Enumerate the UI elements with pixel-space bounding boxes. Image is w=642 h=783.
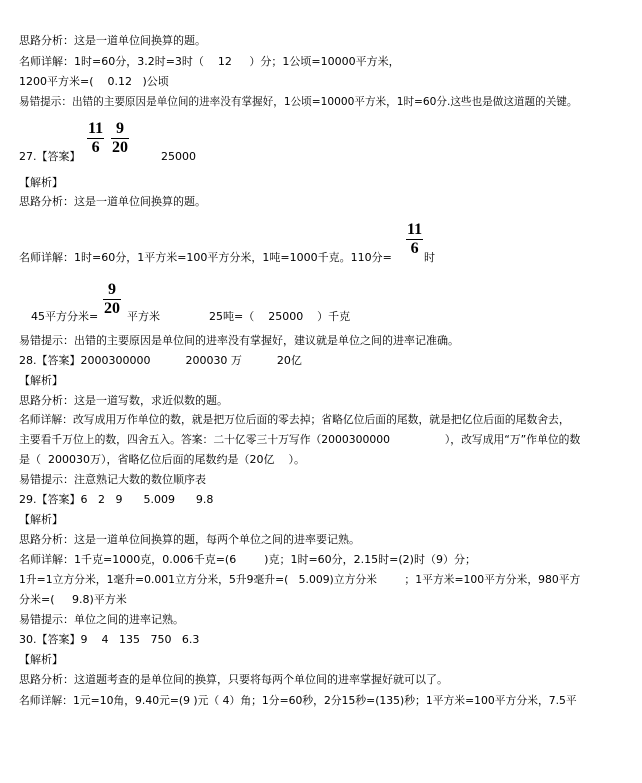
explanation-fraction: $\frac{11}{6}$ — [407, 221, 423, 257]
analysis-header: 【解析】 — [19, 653, 63, 666]
answer-28: 28.【答案】2000300000 200030 万 20亿 — [19, 354, 302, 367]
explanation-unit: 时 — [424, 251, 435, 264]
tip-line: 易错提示：注意熟记大数的数位顺序表 — [19, 473, 206, 486]
explanation-line: 分米=( 9.8)平方米 — [19, 593, 127, 606]
explanation-line: 是（ 200030万），省略亿位后面的尾数约是（20亿 ）。 — [19, 453, 305, 466]
answer-27-fraction-2: $\frac{9}{20}$ — [112, 120, 128, 156]
tip-line: 易错提示：出错的主要原因是单位间的进率没有掌握好，建议就是单位之间的进率记准确。 — [19, 334, 459, 347]
analysis-line: 思路分析：这道题考查的是单位间的换算，只要将每两个单位间的进率掌握好就可以了。 — [19, 673, 448, 686]
analysis-header: 【解析】 — [19, 176, 63, 189]
explanation-line: 1升=1立方分米，1毫升=0.001立方分米，5升9毫升=( 5.009)立方分米 ；1平方米=100平方分米，980平方 — [19, 573, 581, 586]
analysis-line: 思路分析：这是一道写数，求近似数的题。 — [19, 394, 228, 407]
answer-29: 29.【答案】6 2 9 5.009 9.8 — [19, 493, 214, 506]
analysis-header: 【解析】 — [19, 374, 63, 387]
explanation-line: 45平方分米= — [31, 310, 99, 323]
explanation-fraction: $\frac{9}{20}$ — [104, 281, 120, 317]
answer-27-value: 25000 — [161, 150, 196, 163]
explanation-line: 名师详解：改写成用万作单位的数，就是把万位后面的零去掉；省略亿位后面的尾数，就是把亿位后面的尾数舍去， — [19, 413, 570, 426]
analysis-line: 思路分析：这是一道单位间换算的题。 — [19, 34, 206, 47]
answer-30: 30.【答案】9 4 135 750 6.3 — [19, 633, 200, 646]
answer-27-fraction-1: $\frac{11}{6}$ — [88, 120, 104, 156]
explanation-line: 名师详解：1时=60分，3.2时=3时（ 12 ）分；1公顷=10000平方米， — [19, 55, 400, 68]
analysis-header: 【解析】 — [19, 513, 63, 526]
explanation-line: 名师详解：1元=10角，9.40元=(9 )元（ 4）角；1分=60秒，2分15秒=(135)秒；1平方米=100平方分米，7.5平 — [19, 694, 577, 707]
answer-27-label: 27.【答案】 — [19, 150, 81, 163]
explanation-line: 主要看千万位上的数，四舍五入。答案：二十亿零三十万写作（2000300000 ），改写成用“万”作单位的数 — [19, 433, 581, 446]
explanation-line: 名师详解：1千克=1000克，0.006千克=(6 )克；1时=60分，2.15时=(2)时（9）分； — [19, 553, 476, 566]
tip-line: 易错提示：单位之间的进率记熟。 — [19, 613, 184, 626]
explanation-line: 名师详解：1时=60分，1平方米=100平方分米，1吨=1000千克。110分= — [19, 251, 392, 264]
explanation-unit: 平方米 — [127, 310, 160, 323]
analysis-line: 思路分析：这是一道单位间换算的题，每两个单位之间的进率要记熟。 — [19, 533, 360, 546]
explanation-line: 1200平方米=( 0.12 )公顷 — [19, 75, 169, 88]
tip-line: 易错提示：出错的主要原因是单位间的进率没有掌握好，1公顷=10000平方米，1时=60分.这些也是做这道题的关键。 — [19, 96, 578, 108]
explanation-line: 25吨=（ 25000 ）千克 — [209, 310, 351, 323]
analysis-line: 思路分析：这是一道单位间换算的题。 — [19, 195, 206, 208]
